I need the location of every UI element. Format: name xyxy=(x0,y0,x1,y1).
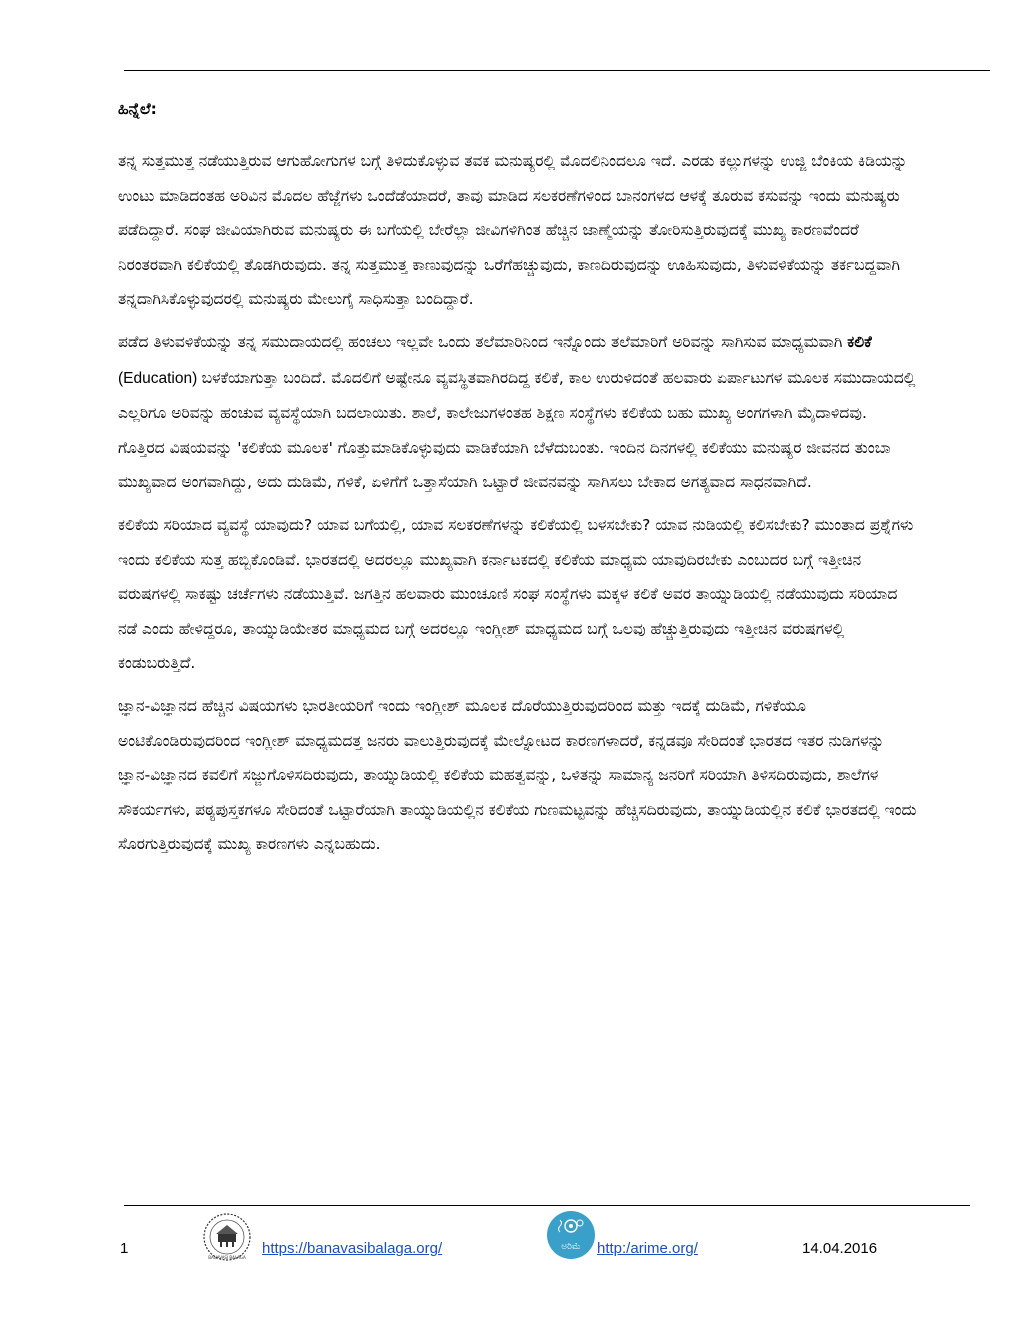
paragraph-2-bold-term: ಕಲಿಕೆ xyxy=(847,332,872,351)
paragraph-2 xyxy=(118,325,918,500)
arime-logo-icon xyxy=(546,1210,596,1260)
document-date: 14.04.2016 xyxy=(802,1240,878,1257)
logo1-text: BANAVASI BALAGA xyxy=(208,1255,246,1260)
document-body xyxy=(118,92,918,870)
paragraph-3: ಕಲಿಕೆಯ ಸರಿಯಾದ ವ್ಯವಸ್ಥೆ ಯಾವುದು? ಯಾವ ಬಗೆಯಲ್ಲಿ, ಯಾವ ಸಲಕರಣೆಗಳನ್ನು ಕಲಿಕೆಯಲ್ಲಿ ಬಳಸಬೇಕು? ಯಾವ ನುಡಿಯಲ್ಲಿ ಕಲಿಸಬೇಕು? ಮುಂತಾದ ಪ್ರಶ್ನೆಗಳು ಇಂದು ಕಲಿಕೆಯ ಸುತ್ತ ಹಬ್ಬಿಕೊಂಡಿವೆ. ಭಾರತದಲ್ಲಿ ಅದರಲ್ಲೂ ಮುಖ್ಯವಾಗಿ ಕರ್ನಾಟಕದಲ್ಲಿ ಕಲಿಕೆಯ ಮಾಧ್ಯಮ ಯಾವುದಿರಬೇಕು ಎಂಬುದರ ಬಗ್ಗೆ ಇತ್ತೀಚಿನ ವರುಷಗಳಲ್ಲಿ ಸಾಕಷ್ಟು ಚರ್ಚೆಗಳು ನಡೆಯುತ್ತಿವೆ. ಜಗತ್ತಿನ ಹಲವಾರು ಮುಂಚೂಣಿ ಸಂಘ ಸಂಸ್ಥೆಗಳು ಮಕ್ಕಳ ಕಲಿಕೆ ಅವರ ತಾಯ್ನುಡಿಯಲ್ಲಿ ನಡೆಯುವುದು ಸರಿಯಾದ ನಡೆ ಎಂದು ಹೇಳಿದ್ದರೂ, ತಾಯ್ನುಡಿಯೇತರ ಮಾಧ್ಯಮದ ಬಗ್ಗೆ ಅದರಲ್ಲೂ ಇಂಗ್ಲೀಶ್ ಮಾಧ್ಯಮದ ಬಗ್ಗೆ ಒಲವು ಹೆಚ್ಚುತ್ತಿರುವುದು ಇತ್ತೀಚಿನ ವರುಷಗಳಲ್ಲಿ ಕಂಡುಬರುತ್ತಿದೆ. xyxy=(118,515,914,673)
header-rule xyxy=(124,70,990,71)
banavasi-balaga-logo-icon xyxy=(200,1212,254,1264)
paragraph-1: ತನ್ನ ಸುತ್ತಮುತ್ತ ನಡೆಯುತ್ತಿರುವ ಆಗುಹೋಗುಗಳ ಬಗ್ಗೆ ತಿಳಿದುಕೊಳ್ಳುವ ತವಕ ಮನುಷ್ಯರಲ್ಲಿ ಮೊದಲಿನಿಂದಲೂ ಇದೆ. ಎರಡು ಕಲ್ಲುಗಳನ್ನು ಉಜ್ಜಿ ಬೆಂಕಿಯ ಕಿಡಿಯನ್ನು ಉಂಟು ಮಾಡಿದಂತಹ ಅರಿವಿನ ಮೊದಲ ಹೆಜ್ಜೆಗಳು ಒಂದೆಡೆಯಾದರೆ, ತಾವು ಮಾಡಿದ ಸಲಕರಣೆಗಳಿಂದ ಬಾನಂಗಳದ ಆಳಕ್ಕೆ ತೂರುವ ಕಸುವನ್ನು ಇಂದು ಮನುಷ್ಯರು ಪಡೆದಿದ್ದಾರೆ. ಸಂಘ ಜೀವಿಯಾಗಿರುವ ಮನುಷ್ಯರು ಈ ಬಗೆಯಲ್ಲಿ ಬೇರೆಲ್ಲಾ ಜೀವಿಗಳಿಗಿಂತ ಹೆಚ್ಚಿನ ಜಾಣ್ಮೆಯನ್ನು ತೋರಿಸುತ್ತಿರುವುದಕ್ಕೆ ಮುಖ್ಯ ಕಾರಣವೆಂದರೆ ನಿರಂತರವಾಗಿ ಕಲಿಕೆಯಲ್ಲಿ ತೊಡಗಿರುವುದು. ತನ್ನ ಸುತ್ತಮುತ್ತ ಕಾಣುವುದನ್ನು ಒರೆಗೆಹಚ್ಚುವುದು, ಕಾಣದಿರುವುದನ್ನು ಊಹಿಸುವುದು, ತಿಳುವಳಿಕೆಯನ್ನು ತರ್ಕಬದ್ದವಾಗಿ ತನ್ನದಾಗಿಸಿಕೊಳ್ಳುವುದರಲ್ಲಿ ಮನುಷ್ಯರು ಮೇಲುಗೈ ಸಾಧಿಸುತ್ತಾ ಬಂದಿದ್ದಾರೆ. xyxy=(118,152,908,309)
paragraph-2-part-1: ಪಡೆದ ತಿಳುವಳಿಕೆಯನ್ನು ತನ್ನ ಸಮುದಾಯದಲ್ಲಿ ಹಂಚಲು ಇಲ್ಲವೇ ಒಂದು ತಲೆಮಾರಿನಿಂದ ಇನ್ನೊಂದು ತಲೆಮಾರಿಗೆ ಅರಿವನ್ನು ಸಾಗಿಸುವ ಮಾಧ್ಯಮವಾಗಿ xyxy=(118,332,848,351)
banavasibalaga-link[interactable]: https://banavasibalaga.org/ xyxy=(262,1240,443,1257)
arime-link[interactable]: http:/arime.org/ xyxy=(597,1240,698,1257)
page-footer xyxy=(0,1210,1024,1290)
paragraph-2-part-2: ಬಳಕೆಯಾಗುತ್ತಾ ಬಂದಿದೆ. ಮೊದಲಿಗೆ ಅಷ್ಟೇನೂ ವ್ಯವಸ್ಥಿತವಾಗಿರದಿದ್ದ ಕಲಿಕೆ, ಕಾಲ ಉರುಳಿದಂತೆ ಹಲವಾರು ಏರ್ಪಾಟುಗಳ ಮೂಲಕ ಸಮುದಾಯದಲ್ಲಿ ಎಲ್ಲರಿಗೂ ಅರಿವನ್ನು ಹಂಚುವ ವ್ಯವಸ್ಥೆಯಾಗಿ ಬದಲಾಯಿತು. ಶಾಲೆ, ಕಾಲೇಜುಗಳಂತಹ ಶಿಕ್ಷಣ ಸಂಸ್ಥೆಗಳು ಕಲಿಕೆಯ ಬಹು ಮುಖ್ಯ ಅಂಗಗಳಾಗಿ ಮೈದಾಳಿದವು. ಗೊತ್ತಿರದ ವಿಷಯವನ್ನು 'ಕಲಿಕೆಯ ಮೂಲಕ' ಗೊತ್ತುಮಾಡಿಕೊಳ್ಳುವುದು ವಾಡಿಕೆಯಾಗಿ ಬೆಳೆದುಬಂತು. ಇಂದಿನ ದಿನಗಳಲ್ಲಿ ಕಲಿಕೆಯು ಮನುಷ್ಯರ ಜೀವನದ ತುಂಬಾ ಮುಖ್ಯವಾದ ಅಂಗವಾಗಿದ್ದು, ಅದು ದುಡಿಮೆ, ಗಳಿಕೆ, ಏಳಿಗೆಗೆ ಒತ್ತಾಸೆಯಾಗಿ ಒಟ್ಟಾರೆ ಜೀವನವನ್ನು ಸಾಗಿಸಲು ಬೇಕಾದ ಅಗತ್ಯವಾದ ಸಾಧನವಾಗಿದೆ. xyxy=(118,368,916,492)
page-number: 1 xyxy=(120,1240,129,1257)
paragraph-4: ಜ್ಞಾನ-ವಿಜ್ಞಾನದ ಹೆಚ್ಚಿನ ವಿಷಯಗಳು ಭಾರತೀಯರಿಗೆ ಇಂದು ಇಂಗ್ಲೀಶ್ ಮೂಲಕ ದೊರೆಯುತ್ತಿರುವುದರಿಂದ ಮತ್ತು ಇದಕ್ಕೆ ದುಡಿಮೆ, ಗಳಿಕೆಯೂ ಅಂಟಿಕೊಂಡಿರುವುದರಿಂದ ಇಂಗ್ಲೀಶ್ ಮಾಧ್ಯಮದತ್ತ ಜನರು ವಾಲುತ್ತಿರುವುದಕ್ಕೆ ಮೇಲ್ನೋಟದ ಕಾರಣಗಳಾದರೆ, ಕನ್ನಡವೂ ಸೇರಿದಂತೆ ಭಾರತದ ಇತರ ನುಡಿಗಳನ್ನು ಜ್ಞಾನ-ವಿಜ್ಞಾನದ ಕವಲಿಗೆ ಸಜ್ಜುಗೊಳಿಸದಿರುವುದು, ತಾಯ್ನುಡಿಯಲ್ಲಿ ಕಲಿಕೆಯ ಮಹತ್ವವನ್ನು, ಒಳಿತನ್ನು ಸಾಮಾನ್ಯ ಜನರಿಗೆ ಸರಿಯಾಗಿ ತಿಳಿಸದಿರುವುದು, ಶಾಲೆಗಳ ಸೌಕರ್ಯಗಳು, ಪಠ್ಯಪುಸ್ತಕಗಳೂ ಸೇರಿದಂತೆ ಒಟ್ಟಾರೆಯಾಗಿ ತಾಯ್ನುಡಿಯಲ್ಲಿನ ಕಲಿಕೆಯ ಗುಣಮಟ್ಟವನ್ನು ಹೆಚ್ಚಿಸದಿರುವುದು, ತಾಯ್ನುಡಿಯಲ್ಲಿನ ಕಲಿಕೆ ಭಾರತದಲ್ಲಿ ಇಂದು ಸೊರಗುತ್ತಿರುವುದಕ್ಕೆ ಮುಖ್ಯ ಕಾರಣಗಳು ಎನ್ನಬಹುದು. xyxy=(118,696,917,854)
paragraph-2-english-term: (Education) xyxy=(118,369,202,387)
section-heading: ಹಿನ್ನೆಲೆ: xyxy=(118,100,157,118)
footer-rule xyxy=(124,1205,970,1206)
logo2-text: ಅರಿಮೆ xyxy=(561,1242,581,1252)
